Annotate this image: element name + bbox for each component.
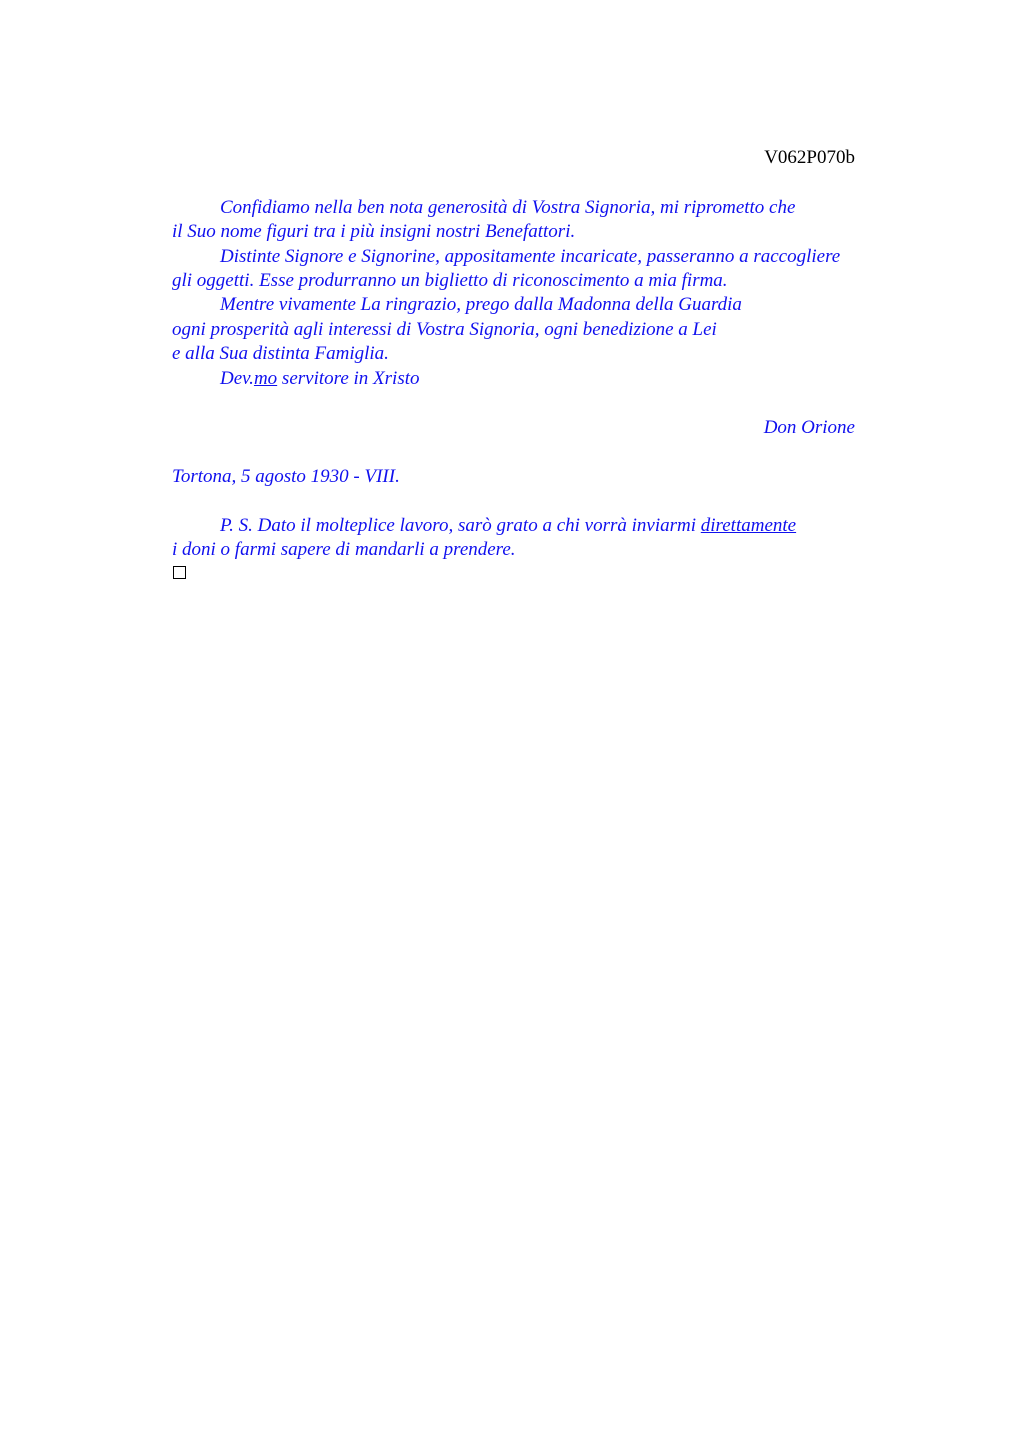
place-date: Tortona, 5 agosto 1930 - VIII. [172, 466, 400, 487]
end-marker-square-icon [173, 566, 186, 579]
postscript-line-2: i doni o farmi sapere di mandarli a prendere. [172, 539, 516, 560]
postscript-line-1 [220, 514, 796, 538]
closing-line [220, 367, 420, 391]
closing-abbreviation: mo [253, 368, 278, 389]
paragraph-1-line-2: il Suo nome figuri tra i più insigni nostri Benefattori. [172, 221, 576, 242]
postscript-underlined-word: direttamente [700, 515, 797, 536]
document-id: V062P070b [764, 147, 855, 168]
closing-prefix: Dev. [220, 368, 254, 389]
paragraph-3-line-3: e alla Sua distinta Famiglia. [172, 343, 389, 364]
closing-suffix: servitore in Xristo [277, 368, 420, 389]
paragraph-2-line-1: Distinte Signore e Signorine, appositamente incaricate, passeranno a raccogliere [220, 246, 841, 267]
signature: Don Orione [763, 417, 855, 438]
paragraph-3-line-1: Mentre vivamente La ringrazio, prego dalla Madonna della Guardia [220, 294, 742, 315]
paragraph-2-line-2: gli oggetti. Esse produrranno un biglietto di riconoscimento a mia firma. [172, 270, 728, 291]
paragraph-3-line-2: ogni prosperità agli interessi di Vostra Signoria, ogni benedizione a Lei [172, 319, 717, 340]
paragraph-1-line-1: Confidiamo nella ben nota generosità di Vostra Signoria, mi riprometto che [220, 197, 796, 218]
postscript-prefix: P. S. Dato il molteplice lavoro, sarò grato a chi vorrà inviarmi [220, 515, 701, 536]
